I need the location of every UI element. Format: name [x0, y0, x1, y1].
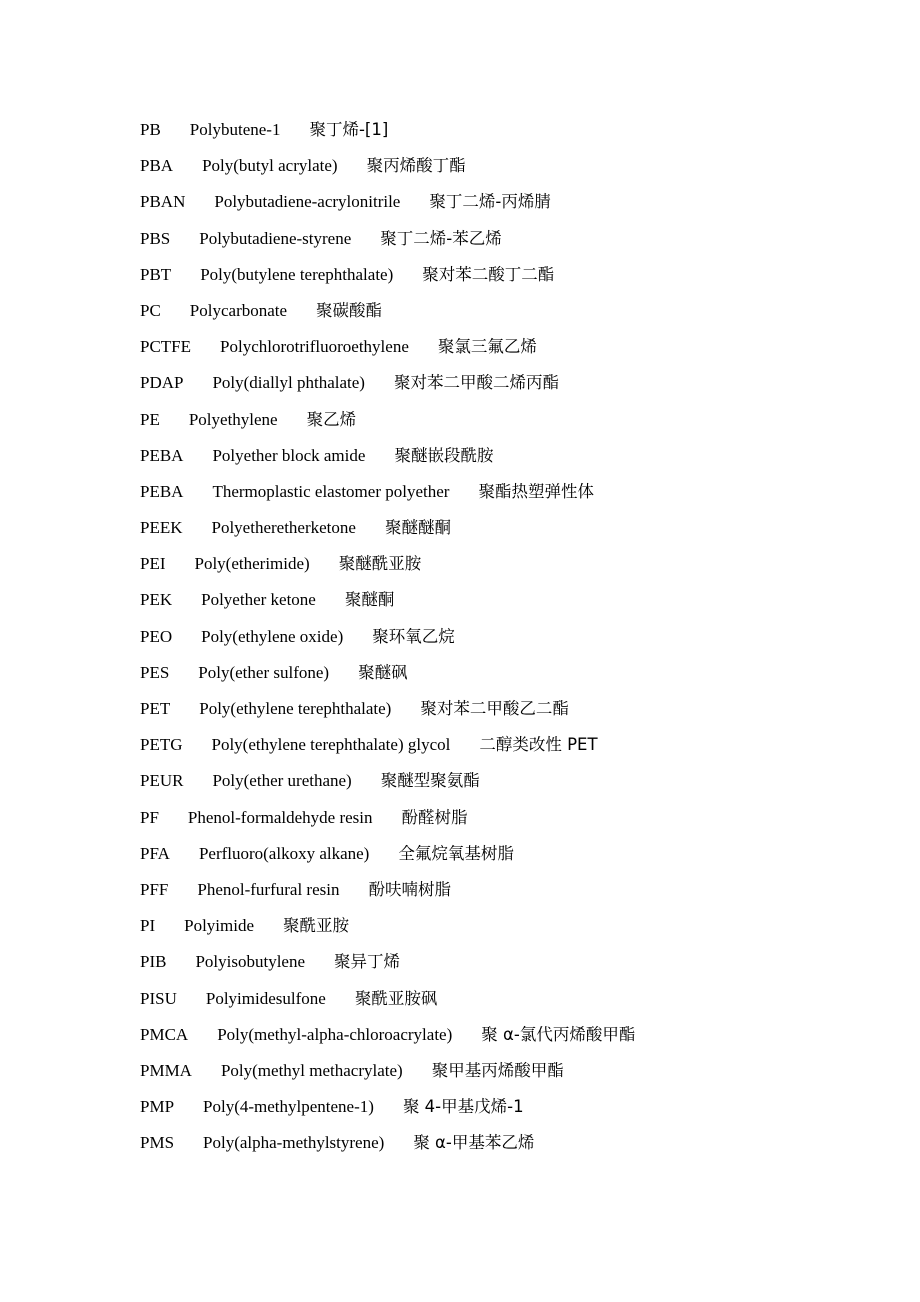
abbreviation: PEBA — [140, 481, 184, 501]
list-item — [140, 695, 635, 731]
english-name: Poly(butylene terephthalate) — [200, 264, 394, 284]
list-item — [140, 261, 635, 297]
abbreviation: PISU — [140, 988, 177, 1008]
english-name: Polybutene-1 — [189, 120, 281, 139]
english-name: Polyether block amide — [212, 445, 366, 465]
list-item — [140, 188, 635, 224]
abbreviation: PETG — [140, 735, 183, 755]
chinese-name: 全氟烷氧基树脂 — [398, 843, 514, 863]
abbreviation: PMMA — [140, 1060, 192, 1080]
abbreviation: PIB — [140, 952, 167, 972]
abbreviation: PMCA — [140, 1024, 189, 1044]
list-item — [140, 1021, 635, 1057]
list-item — [140, 1129, 635, 1165]
english-name: Poly(ethylene terephthalate) glycol — [211, 735, 451, 755]
english-name: Poly(ether urethane) — [212, 771, 352, 791]
chinese-name: 聚酯热塑弹性体 — [478, 481, 594, 501]
list-item — [140, 659, 635, 695]
chinese-name: 聚异丁烯 — [334, 952, 401, 972]
list-item — [140, 478, 635, 514]
list-item — [140, 1057, 635, 1093]
list-item — [140, 333, 635, 369]
chinese-name: 聚对苯二酸丁二酯 — [422, 264, 555, 284]
english-name: Polyimide — [184, 916, 255, 936]
english-name: Polyetheretherketone — [211, 518, 356, 538]
list-item — [140, 948, 635, 984]
chinese-name: 聚环氧乙烷 — [372, 626, 455, 646]
list-item — [140, 116, 635, 152]
english-name: Polychlorotrifluoroethylene — [220, 337, 409, 357]
abbreviation: PB — [140, 120, 161, 139]
list-item — [140, 840, 635, 876]
list-item — [140, 406, 635, 442]
chinese-name: 聚氯三氟乙烯 — [437, 337, 537, 357]
english-name: Poly(4-methylpentene-1) — [203, 1097, 374, 1117]
chinese-name: 聚醚砜 — [358, 662, 408, 682]
list-item — [140, 297, 635, 333]
abbreviation: PES — [140, 662, 170, 682]
english-name: Polyethylene — [188, 409, 278, 429]
abbreviation: PBA — [140, 156, 174, 176]
chinese-name: 聚乙烯 — [306, 409, 357, 429]
abbreviation: PEEK — [140, 518, 183, 538]
chinese-name: 聚 4-甲基戊烯-1 — [402, 1097, 524, 1117]
list-item — [140, 586, 635, 622]
english-name: Phenol-furfural resin — [197, 879, 340, 899]
chinese-name: 聚醚嵌段酰胺 — [394, 445, 494, 465]
list-item — [140, 731, 635, 767]
abbreviation: PE — [140, 409, 160, 429]
abbreviation: PF — [140, 807, 159, 827]
abbreviation: PEK — [140, 590, 173, 610]
chinese-name: 聚醚型聚氨酯 — [380, 771, 480, 791]
english-name: Poly(butyl acrylate) — [202, 156, 338, 176]
chinese-name: 聚碳酸酯 — [316, 300, 383, 320]
abbreviation: PMS — [140, 1133, 175, 1153]
english-name: Poly(methyl-alpha-chloroacrylate) — [217, 1024, 453, 1044]
abbreviation: PEUR — [140, 771, 184, 791]
list-item — [140, 514, 635, 550]
english-name: Poly(ethylene oxide) — [201, 626, 344, 646]
english-name: Polybutadiene-acrylonitrile — [214, 192, 401, 212]
english-name: Phenol-formaldehyde resin — [187, 807, 373, 827]
list-item — [140, 767, 635, 803]
abbreviation: PC — [140, 300, 161, 320]
chinese-name: 聚酰亚胺砜 — [354, 988, 438, 1008]
english-name: Thermoplastic elastomer polyether — [212, 481, 450, 501]
list-item — [140, 876, 635, 912]
english-name: Perfluoro(alkoxy alkane) — [198, 843, 370, 863]
abbreviation: PBS — [140, 228, 171, 248]
chinese-name: 二醇类改性 PET — [479, 735, 598, 755]
chinese-name: 聚丁二烯-丙烯腈 — [429, 192, 551, 212]
list-item — [140, 985, 635, 1021]
abbreviation: PI — [140, 916, 156, 936]
chinese-name: 聚酰亚胺 — [283, 916, 350, 936]
chinese-name: 聚对苯二甲酸二烯丙酯 — [393, 373, 559, 393]
english-name: Polyimidesulfone — [205, 988, 326, 1008]
abbreviation: PEBA — [140, 445, 184, 465]
list-item — [140, 1093, 635, 1129]
chinese-name: 聚丁二烯-苯乙烯 — [380, 228, 502, 248]
english-name: Polybutadiene-styrene — [199, 228, 352, 248]
chinese-name: 聚 α-甲基苯乙烯 — [413, 1133, 535, 1153]
abbreviation: PFF — [140, 879, 169, 899]
english-name: Poly(etherimide) — [194, 554, 310, 574]
english-name: Polycarbonate — [189, 300, 288, 320]
chinese-name: 聚丙烯酸丁酯 — [366, 156, 466, 176]
english-name: Poly(ethylene terephthalate) — [199, 699, 392, 718]
abbreviation: PBAN — [140, 192, 186, 212]
chinese-name: 聚醚酰亚胺 — [338, 554, 422, 574]
abbreviation-list — [140, 116, 635, 1165]
list-item — [140, 804, 635, 840]
list-item — [140, 912, 635, 948]
list-item — [140, 442, 635, 478]
list-item — [140, 225, 635, 261]
chinese-name: 聚对苯二甲酸乙二酯 — [420, 699, 569, 718]
list-item — [140, 623, 635, 659]
list-item — [140, 152, 635, 188]
abbreviation: PEO — [140, 626, 173, 646]
chinese-name: 聚甲基丙烯酸甲酯 — [431, 1060, 564, 1080]
english-name: Poly(diallyl phthalate) — [212, 373, 365, 393]
abbreviation: PFA — [140, 843, 170, 863]
english-name: Poly(methyl methacrylate) — [220, 1060, 403, 1080]
abbreviation: PCTFE — [140, 337, 192, 357]
abbreviation: PEI — [140, 554, 166, 574]
abbreviation: PET — [140, 699, 171, 718]
chinese-name: 聚丁烯-[1] — [309, 120, 389, 139]
abbreviation: PBT — [140, 264, 172, 284]
chinese-name: 酚醛树脂 — [401, 807, 468, 827]
abbreviation: PMP — [140, 1097, 175, 1117]
chinese-name: 聚醚酮 — [344, 590, 395, 610]
abbreviation: PDAP — [140, 373, 184, 393]
english-name: Poly(ether sulfone) — [198, 662, 330, 682]
chinese-name: 酚呋喃树脂 — [368, 879, 451, 899]
english-name: Polyisobutylene — [195, 952, 306, 972]
list-item — [140, 369, 635, 405]
english-name: Poly(alpha-methylstyrene) — [203, 1133, 385, 1153]
list-item — [140, 550, 635, 586]
chinese-name: 聚醚醚酮 — [384, 518, 451, 538]
english-name: Polyether ketone — [201, 590, 316, 610]
chinese-name: 聚 α-氯代丙烯酸甲酯 — [481, 1024, 636, 1044]
